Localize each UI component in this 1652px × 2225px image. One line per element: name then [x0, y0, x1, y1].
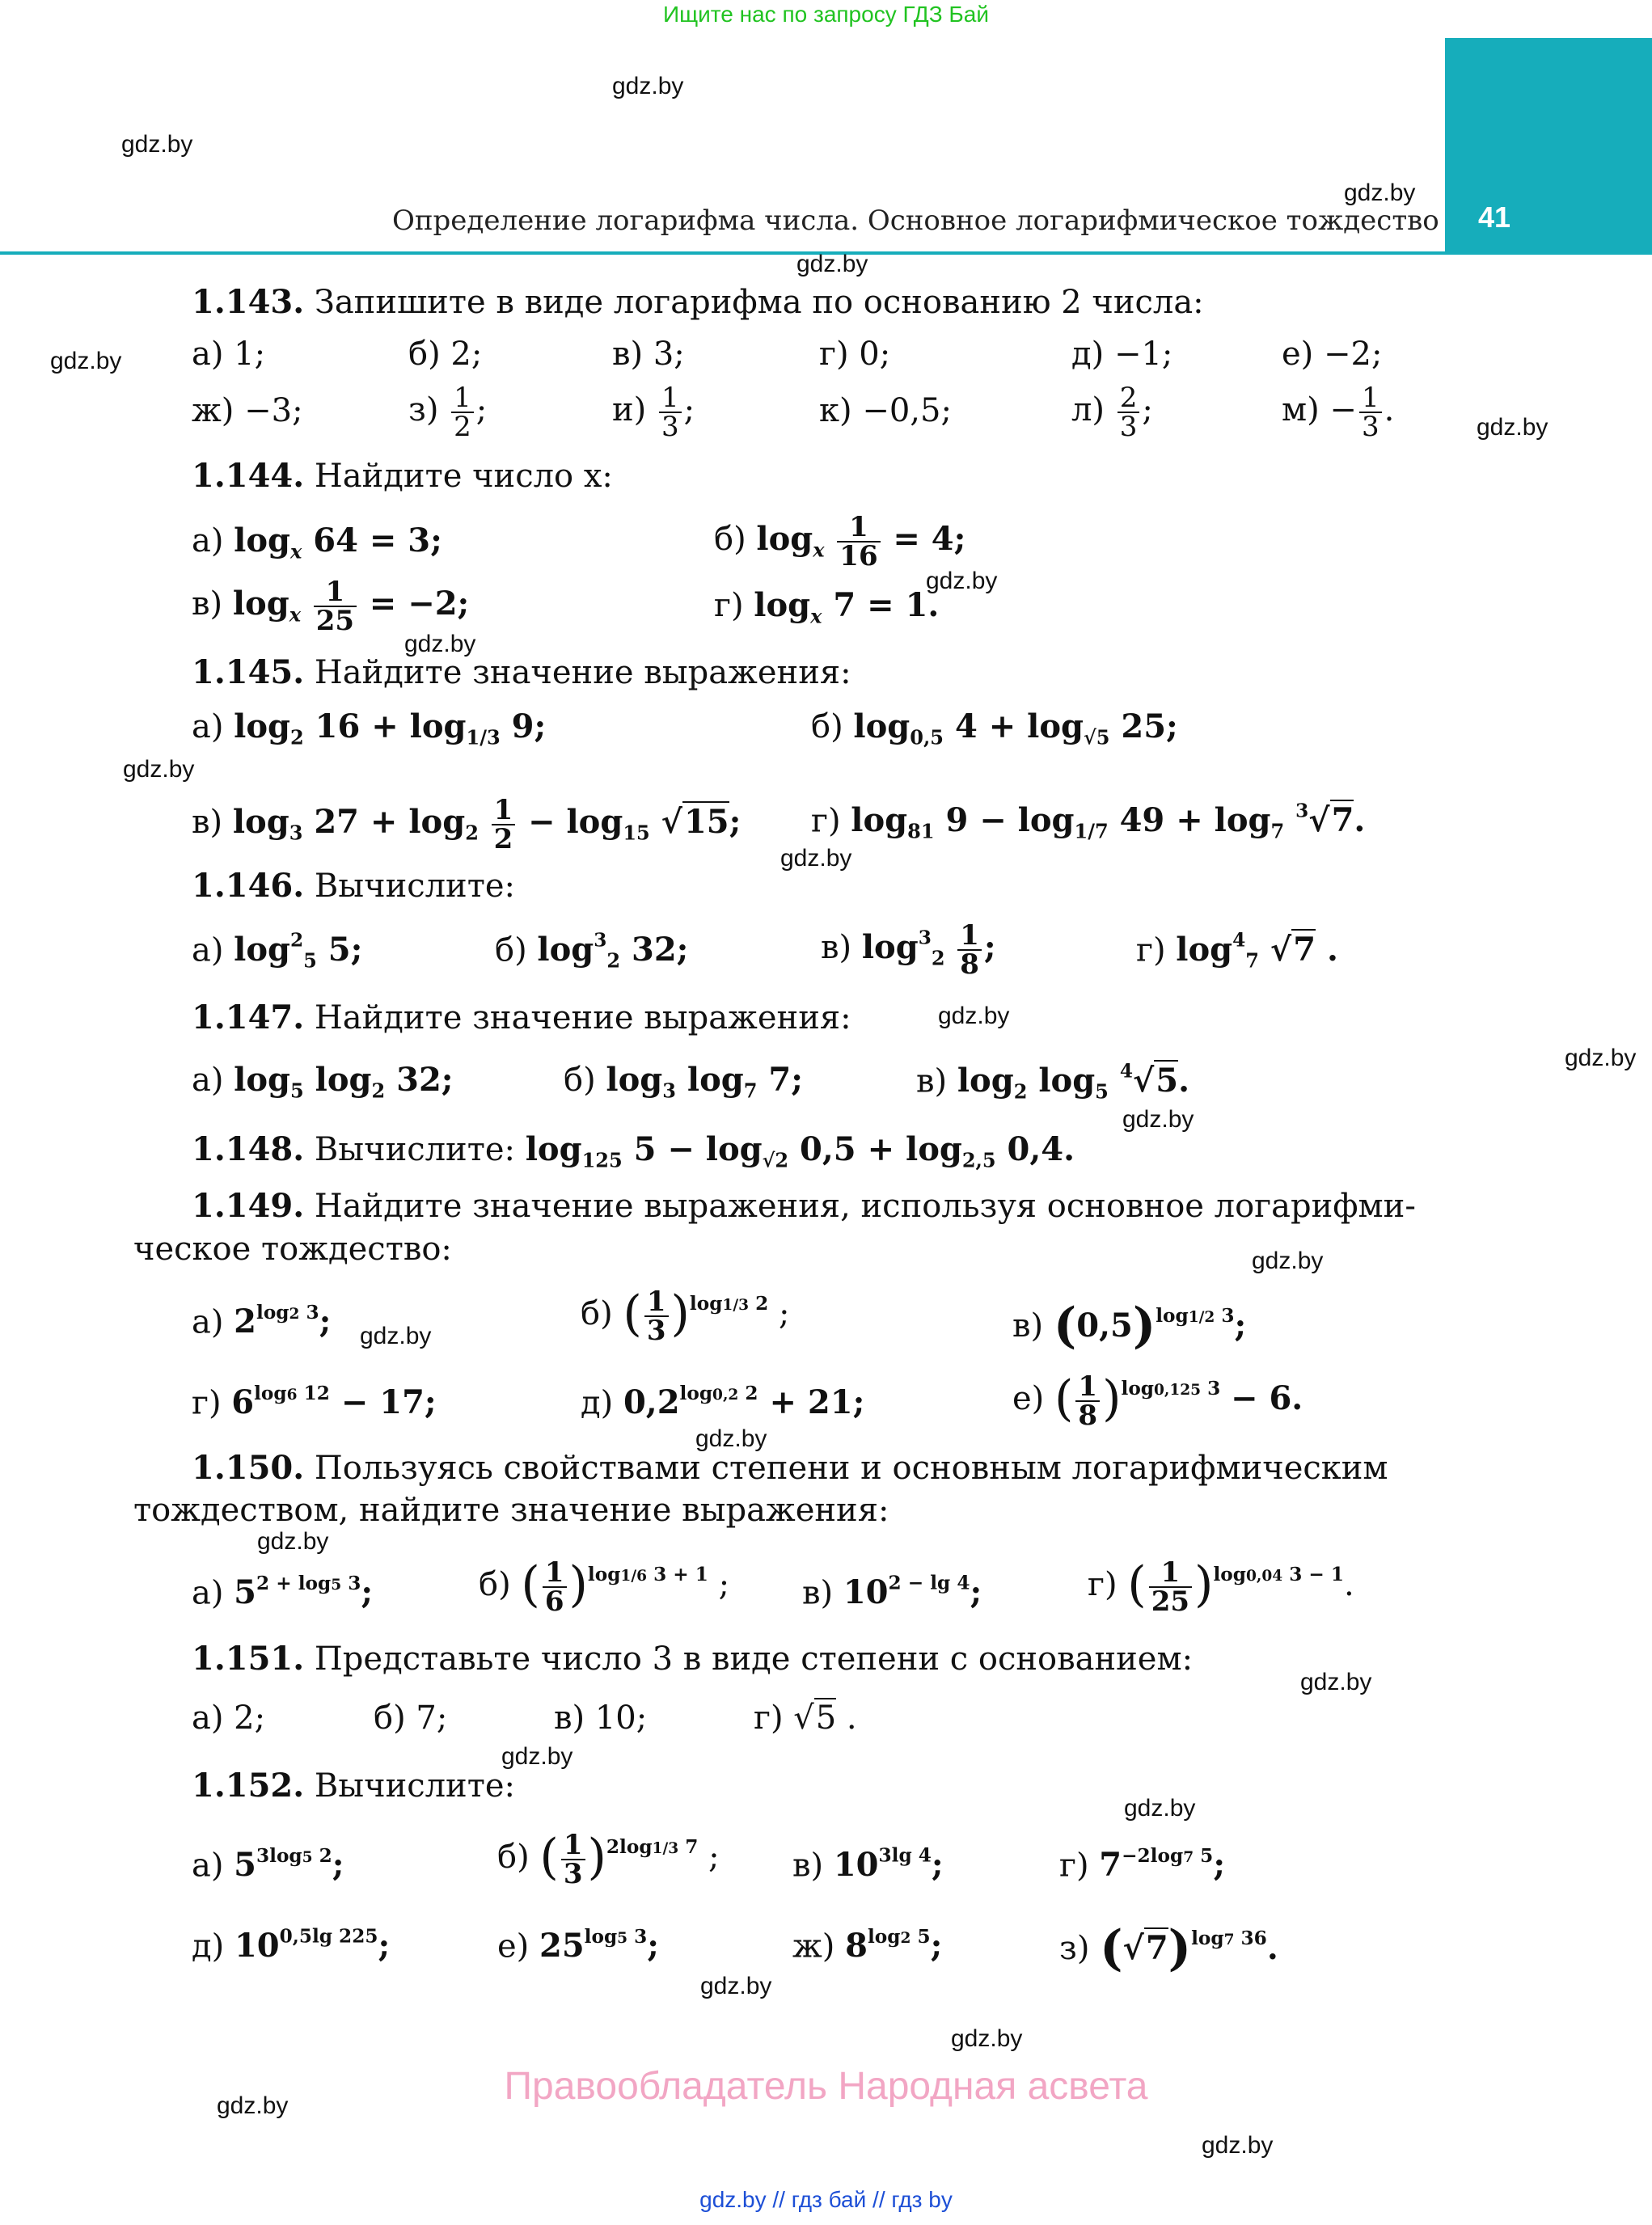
header-rule — [0, 251, 1447, 255]
item: ж) −3; — [192, 392, 303, 429]
item: и) $\frac{1}{3}$ ; — [612, 382, 695, 443]
watermark: gdz.by — [1252, 1248, 1324, 1274]
item: в) $\log_2 \log_5 ^4√5$. — [916, 1061, 1190, 1104]
problem-1-146: 1.146. Вычислите: — [192, 867, 515, 905]
item: а) 1; — [192, 336, 266, 373]
page-number: 41 — [1478, 201, 1511, 234]
watermark: gdz.by — [123, 756, 195, 783]
item: в) $\log_3 27 + \log_2$ $\frac{1}{2}$ − $\log_{15} √15$; — [192, 794, 741, 855]
item: м) − $\frac{1}{3}$ . — [1282, 382, 1395, 443]
watermark: gdz.by — [695, 1425, 767, 1452]
item: в) 3; — [612, 336, 685, 373]
item: б) ( $\frac{1}{3}$ )$^{2log1/3 7}$ ; — [497, 1828, 720, 1890]
problem-1-151: 1.151. Представьте число 3 в виде степени с основанием: — [192, 1640, 1194, 1678]
item: е) −2; — [1282, 336, 1383, 373]
watermark: gdz.by — [926, 568, 998, 594]
problem-1-145: 1.145. Найдите значение выражения: — [192, 653, 851, 691]
item: б) ( $\frac{1}{6}$ )$^{log1/6 3 + 1}$ ; — [479, 1556, 730, 1618]
watermark: gdz.by — [217, 2092, 289, 2119]
item: г) $6^{log6 12} - 17$; — [192, 1383, 437, 1422]
item: а) $\log_2 16 + \log_{1/3} 9$; — [192, 707, 547, 749]
item: в) $\log^3_2$ $\frac{1}{8}$ ; — [821, 919, 996, 981]
item: л) $\frac{2}{3}$ ; — [1071, 382, 1153, 443]
problem-1-148: 1.148. Вычислите: $\log_{125} 5 - \log_{√2} 0,5 + \log_{2,5} 0,4$. — [192, 1130, 1075, 1172]
item: в) $\log_x$ $\frac{1}{25}$ = −2; — [192, 576, 470, 637]
problem-1-147: 1.147. Найдите значение выражения: — [192, 999, 851, 1037]
item: г) √5 . — [754, 1699, 857, 1737]
item: з) $(√7)^{log7 36}$. — [1059, 1920, 1278, 1977]
item: в) $(0,5)^{log1/2 3}$; — [1012, 1298, 1247, 1354]
item: г) $\log_x 7 = 1$. — [714, 586, 940, 628]
page-tab — [1445, 38, 1652, 255]
item: г) ( $\frac{1}{25}$ )$^{log0,04 3 - 1}$. — [1088, 1556, 1354, 1618]
item: а) $\log^2_5 5$; — [192, 930, 363, 973]
watermark: gdz.by — [257, 1528, 329, 1555]
item: б) $\log_3 \log_7 7$; — [564, 1061, 803, 1103]
top-banner[interactable]: Ищите нас по запросу ГДЗ Бай — [662, 2, 990, 27]
watermark: gdz.by — [501, 1743, 573, 1770]
item: в) $10^{3lg 4}$; — [792, 1845, 944, 1885]
watermark: gdz.by — [1202, 2132, 1274, 2159]
item: г) 0; — [819, 336, 891, 373]
watermark: gdz.by — [796, 251, 868, 277]
problem-1-150: 1.150. Пользуясь свойствами степени и основным логарифмическим — [192, 1449, 1388, 1487]
item: а) $\log_x 64 = 3$; — [192, 521, 442, 564]
item: а) 2; — [192, 1699, 266, 1737]
item: г) $\log^4_7 √7$ . — [1136, 930, 1338, 973]
watermark: gdz.by — [1477, 414, 1548, 441]
item: г) $\log_{81} 9 - \log_{1/7} 49 + \log_7 ^3√7$. — [811, 800, 1366, 843]
watermark: gdz.by — [1565, 1045, 1637, 1071]
problem-1-144: 1.144. Найдите число x: — [192, 457, 613, 495]
item: д) $0,2^{log0,2 2} + 21$; — [581, 1383, 865, 1422]
item: з) $\frac{1}{2}$ ; — [408, 382, 488, 443]
watermark: gdz.by — [1124, 1795, 1196, 1822]
item: б) ( $\frac{1}{3}$ )$^{log1/3 2}$ ; — [581, 1285, 790, 1347]
item: а) $5^{3log5 2}$; — [192, 1845, 344, 1885]
item: д) $10^{0,5lg 225}$; — [192, 1926, 391, 1965]
watermark: gdz.by — [951, 2025, 1023, 2052]
item: г) $7^{-2log7 5}$; — [1059, 1845, 1226, 1885]
watermark: gdz.by — [1300, 1669, 1372, 1695]
item: а) $\log_5 \log_2 32$; — [192, 1061, 454, 1103]
footer-links[interactable]: gdz.by // гдз бай // гдз by — [699, 2187, 953, 2212]
watermark: gdz.by — [700, 1973, 772, 1999]
watermark: gdz.by — [404, 631, 476, 657]
problem-1-152: 1.152. Вычислите: — [192, 1767, 515, 1805]
item: е) $25^{log5 3}$; — [497, 1926, 660, 1965]
watermark: gdz.by — [1344, 179, 1416, 206]
item: а) $2^{log2 3}$; — [192, 1302, 332, 1341]
watermark: gdz.by — [780, 845, 852, 872]
watermark: gdz.by — [1122, 1106, 1194, 1133]
item: ж) $8^{log2 5}$; — [792, 1926, 943, 1965]
item: б) $\log_{0,5} 4 + \log_{√5} 25$; — [811, 707, 1178, 749]
watermark: gdz.by — [50, 348, 122, 374]
watermark: gdz.by — [938, 1003, 1010, 1029]
problem-text: тождеством, найдите значение выражения: — [133, 1492, 889, 1529]
item: е) ( $\frac{1}{8}$ )$^{log0,125 3}$ − 6. — [1012, 1370, 1303, 1432]
running-header: Определение логарифма числа. Основное логарифмическое тождество — [392, 205, 1439, 237]
watermark: gdz.by — [121, 131, 193, 158]
item: б) 2; — [408, 336, 483, 373]
problem-1-149: 1.149. Найдите значение выражения, используя основное логарифми- — [192, 1187, 1416, 1225]
item: б) 7; — [374, 1699, 448, 1737]
item: б) $\log_x$ $\frac{1}{16}$ = 4; — [714, 511, 966, 572]
item: в) $10^{2 - lg 4}$; — [802, 1573, 982, 1612]
item: в) 10; — [554, 1699, 648, 1737]
watermark: gdz.by — [360, 1323, 432, 1349]
watermark: gdz.by — [612, 73, 684, 99]
copyright-notice: Правообладатель Народная асвета — [504, 2065, 1148, 2108]
item: б) $\log^3_2 32$; — [495, 930, 689, 973]
item: к) −0,5; — [819, 392, 952, 429]
problem-1-143: 1.143. Запишите в виде логарифма по основанию 2 числа: — [192, 283, 1204, 321]
item: д) −1; — [1071, 336, 1173, 373]
item: а) $5^{2 + log5 3}$; — [192, 1573, 374, 1612]
problem-text: ческое тождество: — [133, 1231, 452, 1268]
